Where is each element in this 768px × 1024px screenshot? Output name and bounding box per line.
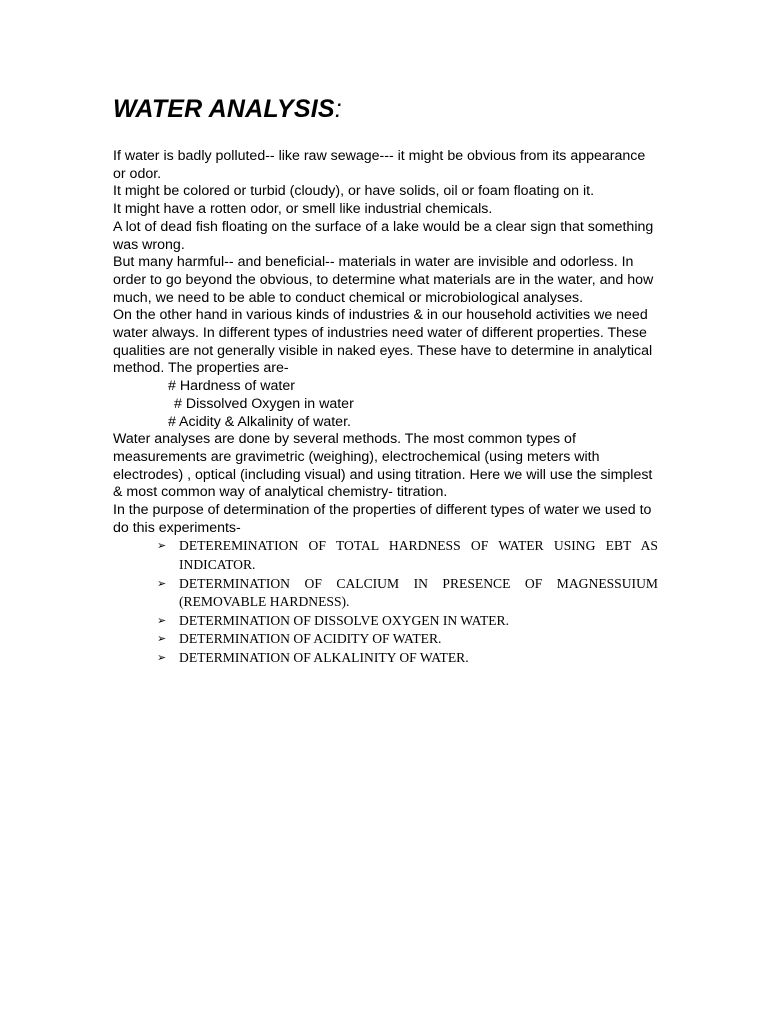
paragraph-methods: Water analyses are done by several methods. The most common types of measurements are gravimetric (weighing), electrochemical (using meters with electrodes) , optical (including visual) and using titration. Here we will use the simplest & most common way of analytical chemistry- titration. <box>113 431 653 501</box>
arrow-bullet-icon: ➢ <box>157 613 167 627</box>
title-colon: : <box>334 95 342 123</box>
experiment-text: DETERMINATION OF ALKALINITY OF WATER. <box>179 650 469 666</box>
paragraph-purpose: In the purpose of determination of the properties of different types of water we used to do this experiments- <box>113 502 652 536</box>
list-item <box>113 630 658 649</box>
arrow-bullet-icon: ➢ <box>157 576 167 590</box>
arrow-bullet-icon: ➢ <box>157 651 167 665</box>
experiment-list <box>113 537 658 667</box>
experiment-text: DETERMINATION OF CALCIUM IN PRESENCE OF MAGNESSUIUM (REMOVABLE HARDNESS). <box>179 575 658 610</box>
paragraph-industries: On the other hand in various kinds of industries & in our household activities we need water always. In different types of industries need water of different properties. These qualities are not generally visible in naked eyes. These have to determine in analytical method. The properties are- <box>113 307 653 377</box>
title-text: WATER ANALYSIS <box>113 95 335 123</box>
paragraph-colored: It might be colored or turbid (cloudy), or have solids, oil or foam floating on it. <box>113 183 595 200</box>
paragraph-odor: It might have a rotten odor, or smell like industrial chemicals. <box>113 201 493 218</box>
list-item <box>113 649 658 668</box>
arrow-bullet-icon: ➢ <box>157 539 167 553</box>
document-title <box>113 92 658 126</box>
experiment-text: DETERMINATION OF ACIDITY OF WATER. <box>179 631 442 647</box>
property-hardness: # Hardness of water <box>168 378 295 395</box>
paragraph-invisible: But many harmful-- and beneficial-- materials in water are invisible and odorless. In order to go beyond the obvious, to determine what materials are in the water, and how much, we need to be able to conduct chemical or microbiological analyses. <box>113 254 654 306</box>
list-item <box>113 575 658 612</box>
property-acidity-alkalinity: # Acidity & Alkalinity of water. <box>168 413 351 430</box>
experiment-text: DETEREMINATION OF TOTAL HARDNESS OF WATER USING EBT AS INDICATOR. <box>179 538 658 573</box>
list-item <box>113 612 658 631</box>
list-item <box>113 537 658 574</box>
paragraph-dead-fish: A lot of dead fish floating on the surface of a lake would be a clear sign that something was wrong. <box>113 218 654 253</box>
paragraph-polluted: If water is badly polluted-- like raw sewage--- it might be obvious from its appearance or odor. <box>113 148 646 182</box>
document-page <box>113 92 658 668</box>
document-body <box>113 148 658 537</box>
arrow-bullet-icon: ➢ <box>157 632 167 646</box>
experiment-text: DETERMINATION OF DISSOLVE OXYGEN IN WATER. <box>179 612 510 628</box>
property-dissolved-oxygen: # Dissolved Oxygen in water <box>174 395 354 412</box>
